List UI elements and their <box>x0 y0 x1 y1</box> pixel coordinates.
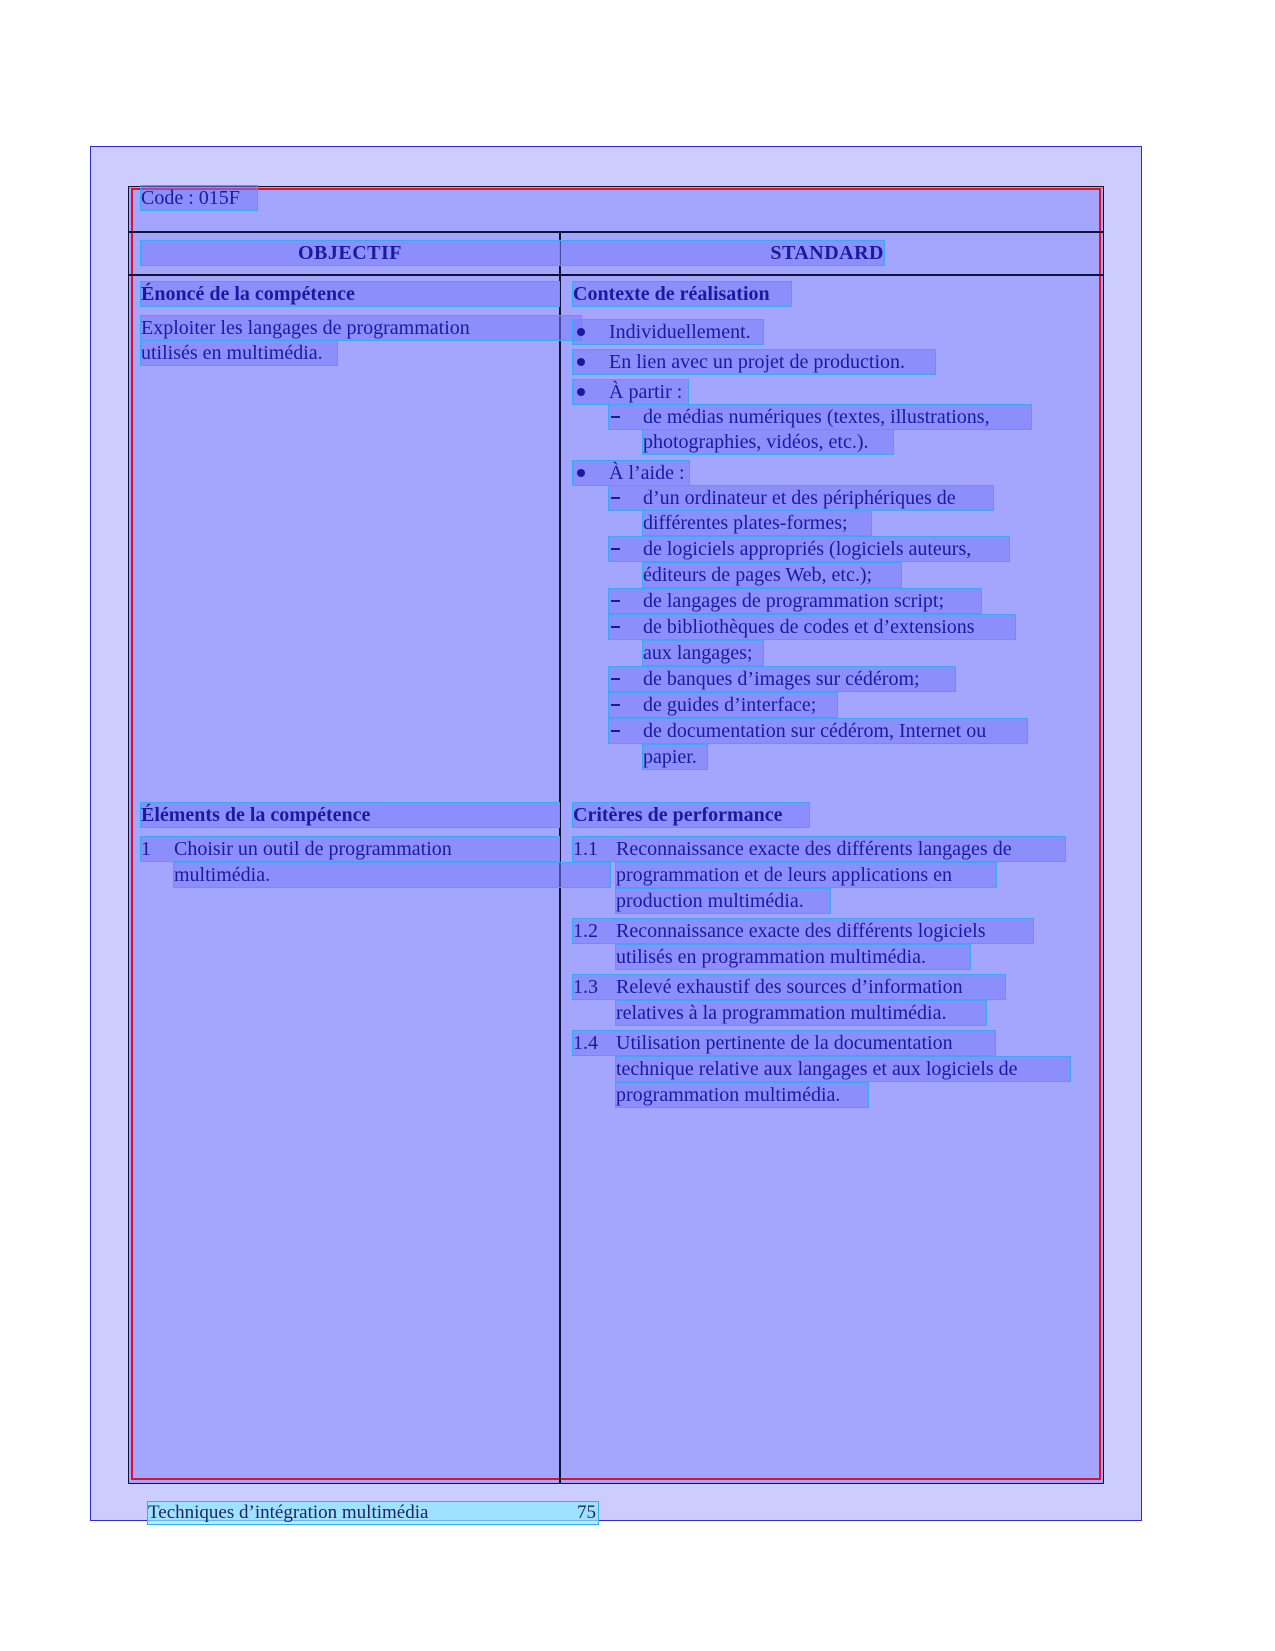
bullet-individuellement: Individuellement. <box>573 320 763 344</box>
sub-medias-1: de médias numériques (textes, illustrations, <box>609 405 1031 429</box>
sub-documentation-2: papier. <box>643 745 707 769</box>
bullet-a-partir: À partir : <box>573 380 688 404</box>
critere-1-4-line-2: technique relative aux langages et aux logiciels de <box>616 1057 1070 1081</box>
element-1 <box>141 837 559 861</box>
bullet-dot-icon <box>577 388 585 396</box>
dash-icon <box>611 416 620 418</box>
sub-bibliotheques-2: aux langages; <box>643 641 763 665</box>
critere-1-4-line-1: 1.4 Utilisation pertinente de la documentation <box>573 1031 995 1055</box>
page-number: 75 <box>577 1502 596 1523</box>
dash-icon <box>611 548 620 550</box>
critere-1-2-line-1: 1.2 Reconnaissance exacte des différents logiciels <box>573 919 1033 943</box>
element-line-2: multimédia. <box>174 863 610 887</box>
critere-1-3-line-2: relatives à la programmation multimédia. <box>616 1001 986 1025</box>
dash-icon <box>611 600 620 602</box>
critere-1-1-line-2: programmation et de leurs applications en <box>616 863 996 887</box>
sub-logiciels-2: éditeurs de pages Web, etc.); <box>643 563 901 587</box>
sub-ordinateur-1: d’un ordinateur et des périphériques de <box>609 486 993 510</box>
critere-1-4-number: 1.4 <box>573 1032 598 1054</box>
dash-icon <box>611 626 620 628</box>
critere-1-3-number: 1.3 <box>573 976 598 998</box>
sub-logiciels-1: de logiciels appropriés (logiciels auteurs, <box>609 537 1009 561</box>
code-label: Code : 015F <box>141 186 257 210</box>
enonce-title: Énoncé de la compétence <box>141 282 559 306</box>
sub-bibliotheques-1: de bibliothèques de codes et d’extensions <box>609 615 1015 639</box>
bullet-dot-icon <box>577 469 585 477</box>
sub-langages: de langages de programmation script; <box>609 589 981 613</box>
critere-1-2-number: 1.2 <box>573 920 598 942</box>
dash-icon <box>611 678 620 680</box>
critere-1-1-line-1: 1.1 Reconnaissance exacte des différents langages de <box>573 837 1065 861</box>
contexte-title: Contexte de réalisation <box>573 282 791 306</box>
objectif-heading: OBJECTIF <box>141 241 559 265</box>
critere-1-4-line-3: programmation multimédia. <box>616 1083 868 1107</box>
enonce-line-2: utilisés en multimédia. <box>141 341 337 365</box>
footer-title: Techniques d’intégration multimédia <box>148 1502 429 1523</box>
dash-icon <box>611 704 620 706</box>
criteres-title: Critères de performance <box>573 803 809 827</box>
sub-banques: de banques d’images sur cédérom; <box>609 667 955 691</box>
critere-1-3-line-1: 1.3 Relevé exhaustif des sources d’information <box>573 975 1005 999</box>
dash-icon <box>611 730 620 732</box>
critere-1-1-number: 1.1 <box>573 838 598 860</box>
element-number: 1 <box>141 838 151 860</box>
bullet-dot-icon <box>577 328 585 336</box>
column-header-divider <box>128 274 1104 276</box>
standard-heading: STANDARD <box>560 241 884 265</box>
bullet-projet: En lien avec un projet de production. <box>573 350 935 374</box>
elements-title: Éléments de la compétence <box>141 803 559 827</box>
enonce-line-1: Exploiter les langages de programmation <box>141 316 581 340</box>
sub-guides: de guides d’interface; <box>609 693 837 717</box>
critere-1-1-line-3: production multimédia. <box>616 889 830 913</box>
dash-icon <box>611 497 620 499</box>
sub-ordinateur-2: différentes plates-formes; <box>643 511 871 535</box>
element-line-1: Choisir un outil de programmation <box>174 838 452 860</box>
bullet-a-laide: À l’aide : <box>573 461 689 485</box>
page-footer <box>148 1502 598 1524</box>
sub-documentation-1: de documentation sur cédérom, Internet ou <box>609 719 1027 743</box>
critere-1-2-line-2: utilisés en programmation multimédia. <box>616 945 970 969</box>
column-divider <box>559 231 561 1484</box>
sub-medias-2: photographies, vidéos, etc.). <box>643 430 893 454</box>
bullet-dot-icon <box>577 358 585 366</box>
header-divider <box>128 231 1104 233</box>
